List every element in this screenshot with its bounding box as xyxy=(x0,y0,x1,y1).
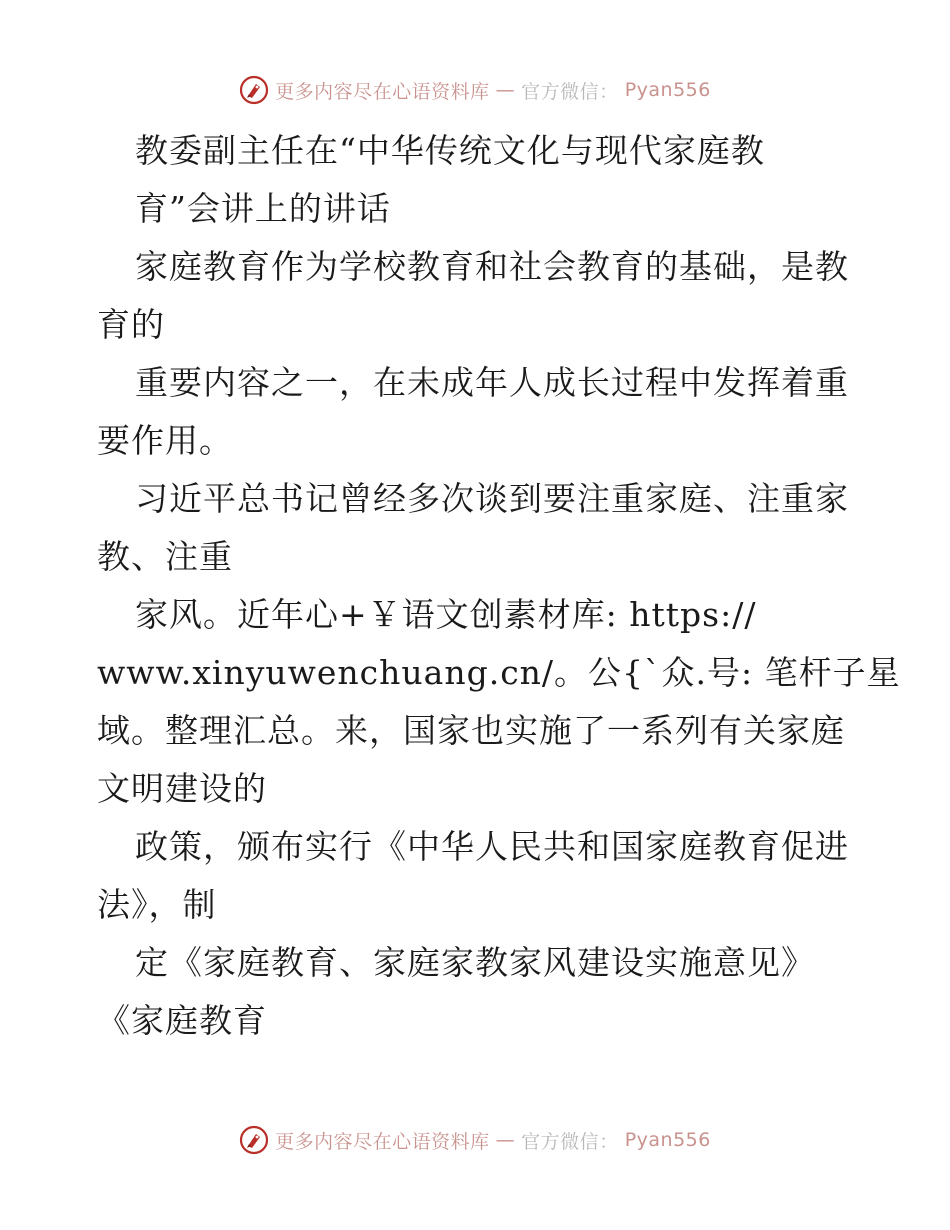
pen-nib-circle-icon xyxy=(239,1125,269,1155)
header-watermark xyxy=(0,70,950,110)
watermark-dash: — xyxy=(495,1129,516,1151)
paragraph-line: 法》，制 xyxy=(97,885,217,924)
paragraph-line: 家庭教育作为学校教育和社会教育的基础，是教 xyxy=(135,247,849,286)
paragraph-line: 域。整理汇总。来，国家也实施了一系列有关家庭 xyxy=(97,711,845,750)
watermark-handle: Pyan556 xyxy=(624,1129,711,1151)
paragraph-line: 家风。近年心+￥语文创素材库: https:// xyxy=(135,595,757,634)
watermark-handle: Pyan556 xyxy=(624,79,711,101)
paragraph-line: 政策，颁布实行《中华人民共和国家庭教育促进 xyxy=(135,827,849,866)
paragraph-line: 文明建设的 xyxy=(97,769,267,808)
footer-watermark xyxy=(0,1120,950,1160)
paragraph-line: 定《家庭教育、家庭家教家风建设实施意见》 xyxy=(135,943,815,982)
watermark-brand: 更多内容尽在心语资料库 xyxy=(275,80,490,103)
paragraph-line: www.xinyuwenchuang.cn/。公{`众.号: 笔杆子星 xyxy=(97,653,901,692)
watermark-label: 官方微信： xyxy=(521,80,619,103)
paragraph-line: 重要内容之一，在未成年人成长过程中发挥着重 xyxy=(135,363,849,402)
document-title-line-2: 育”会讲上的讲话 xyxy=(135,189,391,228)
paragraph-line: 教、注重 xyxy=(97,537,233,576)
document-body xyxy=(97,122,901,1050)
watermark-brand: 更多内容尽在心语资料库 xyxy=(275,1130,490,1153)
paragraph-line: 《家庭教育 xyxy=(97,1001,267,1040)
document-title-line-1: 教委副主任在“中华传统文化与现代家庭教 xyxy=(135,131,765,170)
paragraph-line: 要作用。 xyxy=(97,421,233,460)
watermark-dash: — xyxy=(495,79,516,101)
pen-nib-circle-icon xyxy=(239,75,269,105)
watermark-label: 官方微信： xyxy=(521,1130,619,1153)
paragraph-line: 育的 xyxy=(97,305,165,344)
paragraph-line: 习近平总书记曾经多次谈到要注重家庭、注重家 xyxy=(135,479,849,518)
